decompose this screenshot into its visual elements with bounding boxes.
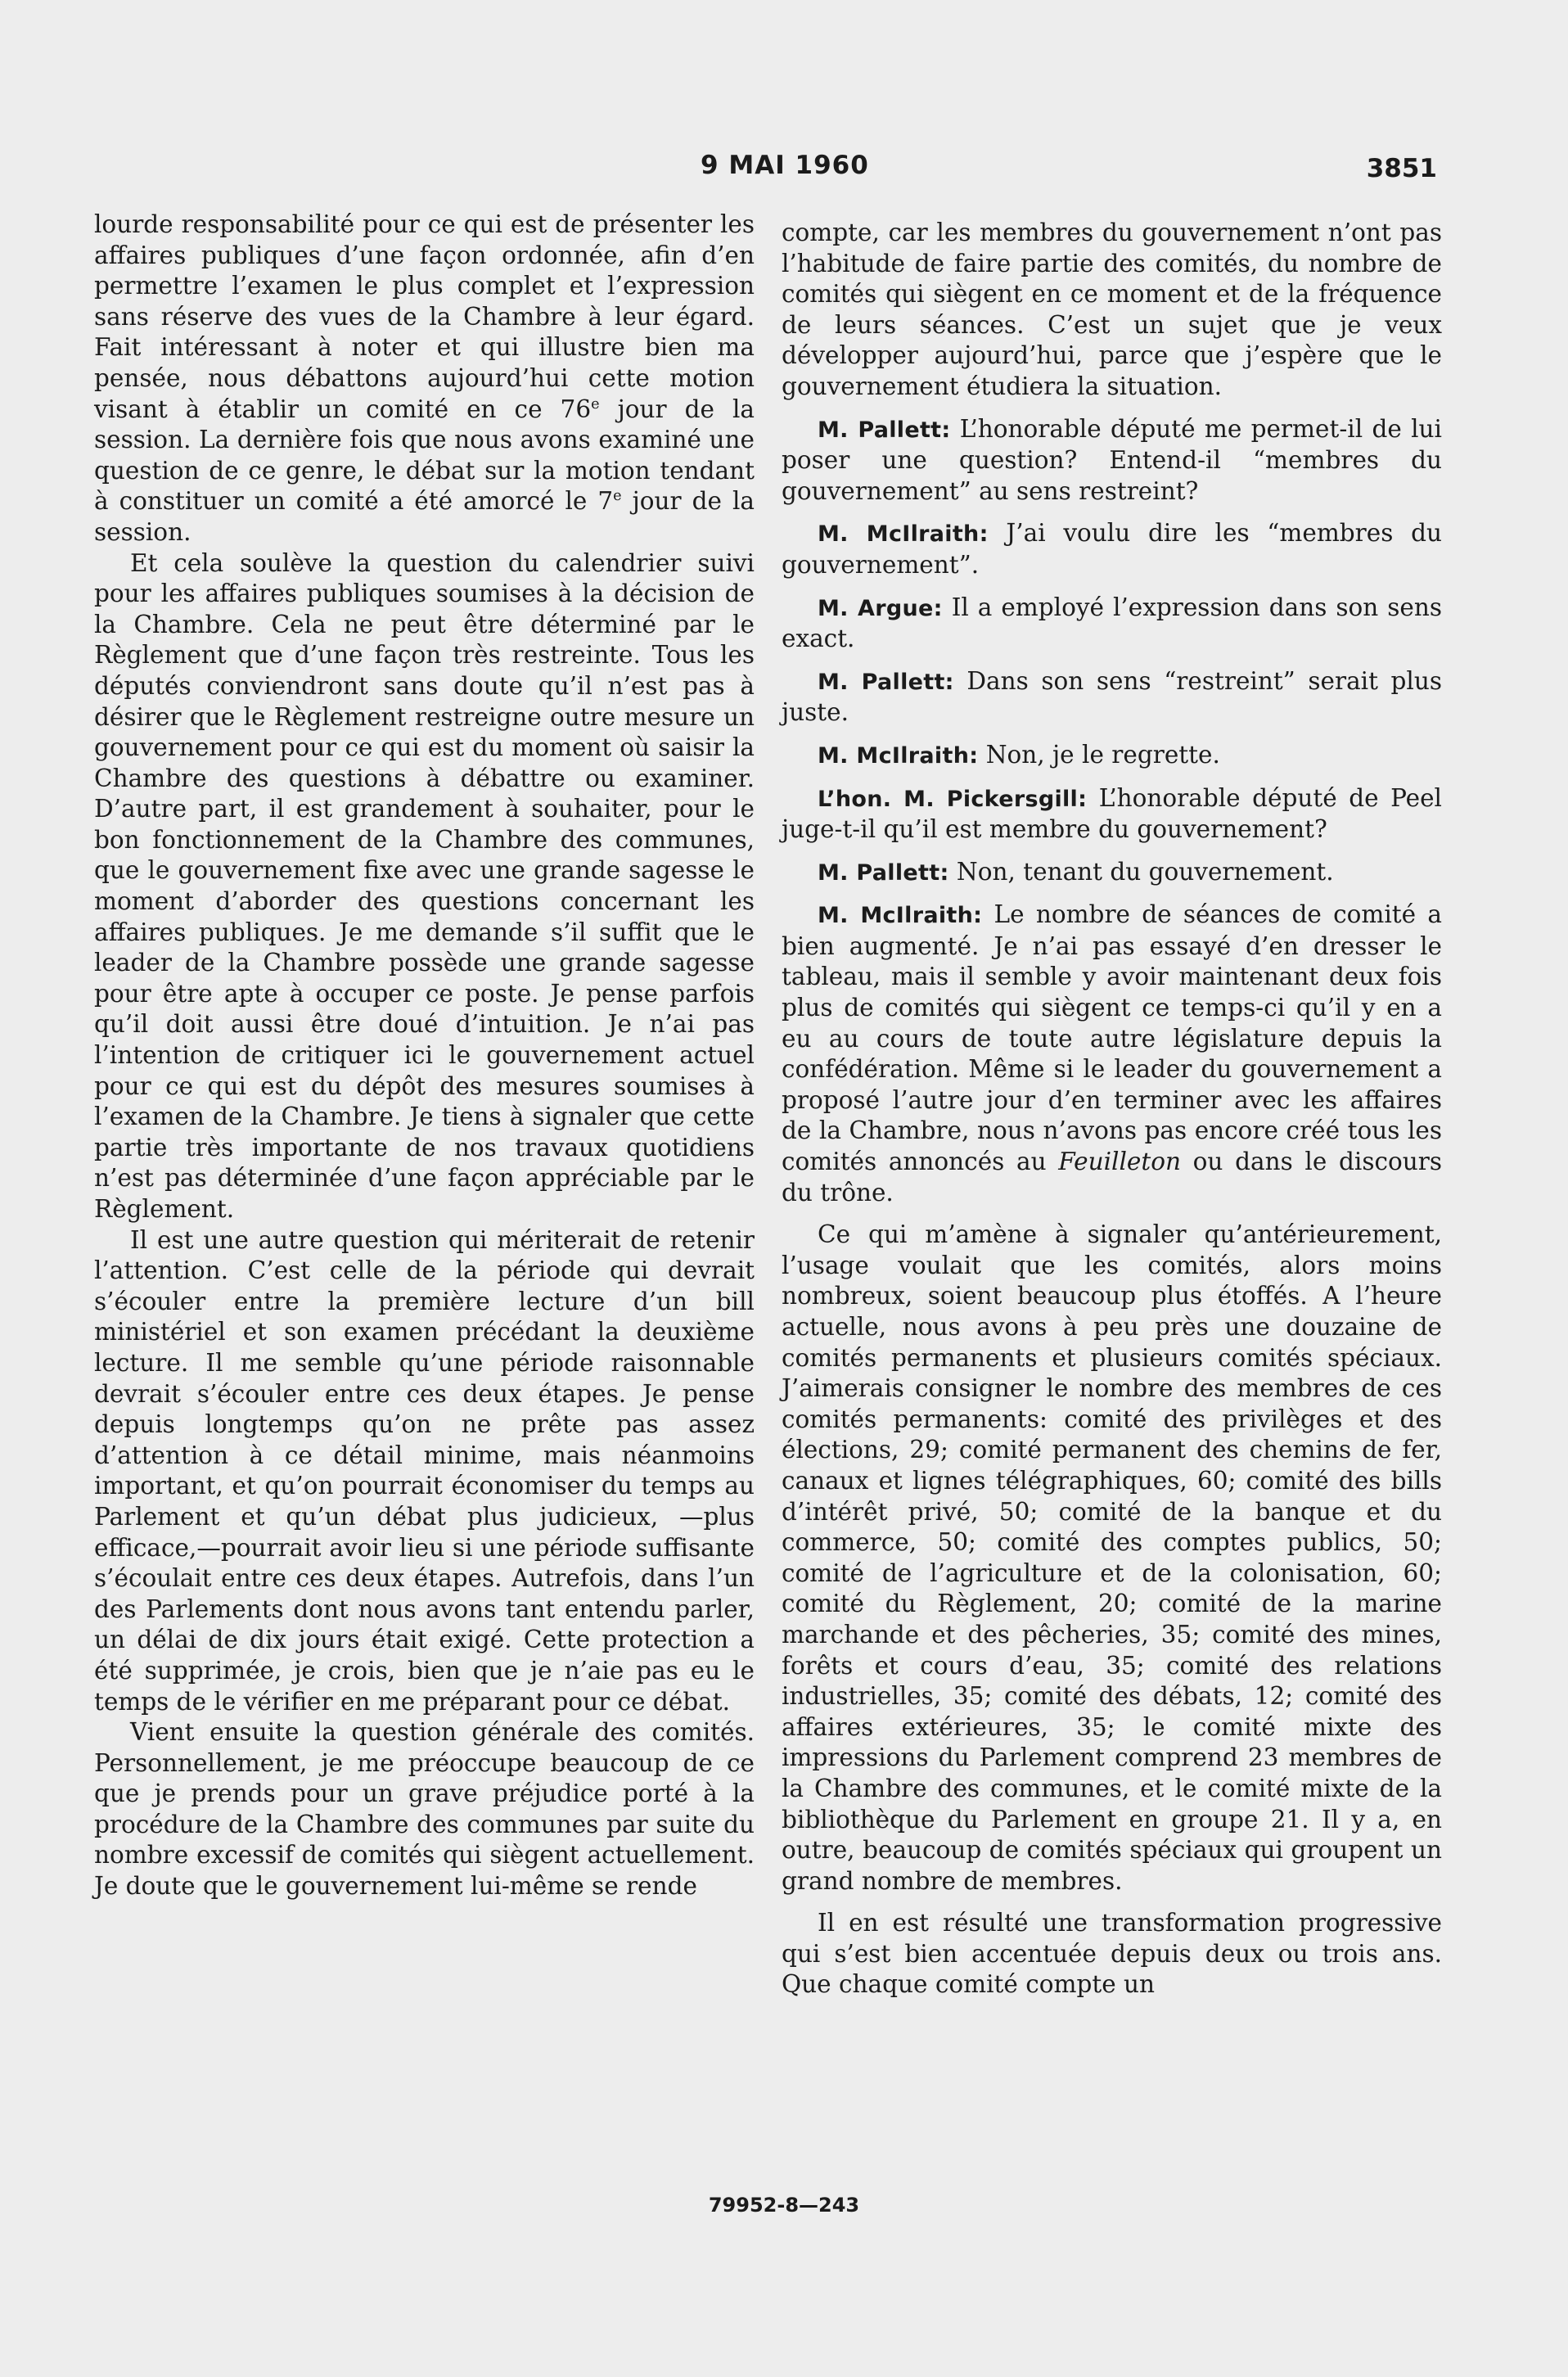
speech-mcilraith-1: M. McIlraith: J’ai voulu dire les “membres du gouvernement”. [782, 519, 1442, 579]
speaker-name: M. McIlraith: [818, 742, 979, 769]
speech-pallett-1: M. Pallett: L’honorable député me permet-il de lui poser une question? Entend-il “membres du gouvernement” au sens restreint? [782, 414, 1442, 505]
right-paragraph-1: compte, car les membres du gouvernement n’ont pas l’habitude de faire partie des comités, du nombre de comités qui siègent en ce moment et de la fréquence de leurs séances. C’est un sujet que je veux développer aujourd’hui, parce que j’espère que le gouvernement étudiera la situation. [782, 219, 1442, 400]
speaker-name: M. McIlraith: [818, 521, 989, 548]
left-column [94, 210, 755, 1902]
left-paragraph-2: Et cela soulève la question du calendrier suivi pour les affaires publiques soumises à la décision de la Chambre. Cela ne peut être déterminé par le Règlement que d’une façon très restreinte. Tous les députés conviendront sans doute qu’il n’est pas à désirer que le Règlement restreigne outre mesure un gouvernement pour ce qui est du moment où saisir la Chambre des questions à débattre ou examiner. D’autre part, il est grandement à souhaiter, pour le bon fonctionnement de la Chambre des communes, que le gouvernement fixe avec une grande sagesse le moment d’aborder des questions concernant les affaires publiques. Je me demande s’il suffit que le leader de la Chambre possède une grande sagesse pour être apte à occuper ce poste. Je pense parfois qu’il doit aussi être doué d’intuition. Je n’ai pas l’intention de critiquer ici le gouvernement actuel pour ce qui est du dépôt des mesures soumises à l’examen de la Chambre. Je tiens à signaler que cette partie très importante de nos travaux quotidiens n’est pas déterminée d’une façon appréciable par le Règlement. [94, 548, 755, 1223]
left-paragraph-4: Vient ensuite la question générale des comités. Personnellement, je me préoccupe beaucoup de ce que je prends pour un grave préjudice porté à la procédure de la Chambre des communes par suite du nombre excessif de comités qui siègent actuellement. Je doute que le gouvernement lui-même se rende [94, 1718, 755, 1901]
speech-pickersgill: L’hon. M. Pickersgill: L’honorable député de Peel juge-t-il qu’il est membre du gouvernement? [782, 783, 1442, 844]
header-date: 9 MAI 1960 [701, 151, 869, 180]
right-column [782, 218, 1442, 2012]
page-footer-code: 79952-8—243 [708, 2194, 860, 2217]
left-paragraph-1: lourde responsabilité pour ce qui est de présenter les affaires publiques d’une façon ordonnée, afin d’en permettre l’examen le plus complet et l’expression sans réserve des vues de la Chambre à leur égard. Fait intéressant à noter et qui illustre bien ma pensée, nous débattons aujourd’hui cette motion visant à établir un comité en ce 76e jour de la session. La dernière fois que nous avons examiné une question de ce genre, le débat sur la motion tendant à constituer un comité a été amorcé le 7e jour de la session. [94, 210, 755, 546]
page-header [0, 151, 1568, 192]
speech-mcilraith-2: M. McIlraith: Non, je le regrette. [818, 740, 1220, 769]
left-paragraph-3: Il est une autre question qui mériterait de retenir l’attention. C’est celle de la période qui devrait s’écouler entre la première lecture d’un bill ministériel et son examen précédant la deuxième lecture. Il me semble qu’une période raisonnable devrait s’écouler entre ces deux étapes. Je pense depuis longtemps qu’on ne prête pas assez d’attention à ce détail minime, mais néanmoins important, et qu’on pourrait économiser du temps au Parlement et qu’un débat plus judicieux, —plus efficace,—pourrait avoir lieu si une période suffisante s’écoulait entre ces deux étapes. Autrefois, dans l’un des Parlements dont nous avons tant entendu parler, un délai de dix jours était exigé. Cette protection a été supprimée, je crois, bien que je n’aie pas eu le temps de le vérifier en me préparant pour ce débat. [94, 1225, 755, 1716]
speech-argue: M. Argue: Il a employé l’expression dans son sens exact. [782, 593, 1442, 653]
right-paragraph-3: Il en est résulté une transformation progressive qui s’est bien accentuée depuis deux ou trois ans. Que chaque comité compte un [782, 1909, 1442, 1999]
speaker-name: L’hon. M. Pickersgill: [818, 786, 1088, 812]
speaker-name: M. Pallett: [818, 417, 951, 443]
page-number: 3851 [1366, 154, 1437, 183]
speech-pallett-2: M. Pallett: Dans son sens “restreint” serait plus juste. [782, 666, 1443, 727]
speech-pallett-3: M. Pallett: Non, tenant du gouvernement. [818, 857, 1334, 886]
speaker-name: M. Argue: [818, 595, 943, 621]
speaker-name: M. McIlraith: [818, 903, 983, 929]
speaker-name: M. Pallett: [818, 669, 954, 695]
right-paragraph-2: Ce qui m’amène à signaler qu’antérieurement, l’usage voulait que les comités, alors moins nombreux, soient beaucoup plus étoffés. A l’heure actuelle, nous avons à peu près une douzaine de comités permanents et plusieurs comités spéciaux. J’aimerais consigner le nombre des membres de ces comités permanents: comité des privilèges et des élections, 29; comité permanent des chemins de fer, canaux et lignes télégraphiques, 60; comité des bills d’intérêt privé, 50; comité de la banque et du commerce, 50; comité des comptes publics, 50; comité de l’agriculture et de la colonisation, 60; comité du Règlement, 20; comité de la marine marchande et des pêcheries, 35; comité des mines, forêts et cours d’eau, 35; comité des relations industrielles, 35; comité des débats, 12; comité des affaires extérieures, 35; le comité mixte des impressions du Parlement comprend 23 membres de la Chambre des communes, et le comité mixte de la bibliothèque du Parlement en groupe 21. Il y a, en outre, beaucoup de comités spéciaux qui groupent un grand nombre de membres. [782, 1220, 1442, 1895]
speaker-name: M. Pallett: [818, 859, 949, 886]
speech-mcilraith-3: M. McIlraith: Le nombre de séances de comité a bien augmenté. Je n’ai pas essayé d’en dresser le tableau, mais il semble y avoir maintenant deux fois plus de comités qui siègent ce temps-ci qu’il y en a eu au cours de toute autre législature depuis la confédération. Même si le leader du gouvernement a proposé l’autre jour d’en terminer avec les affaires de la Chambre, nous n’avons pas encore créé tous les comités annoncés au Feuilleton ou dans le discours du trône. [782, 900, 1442, 1207]
